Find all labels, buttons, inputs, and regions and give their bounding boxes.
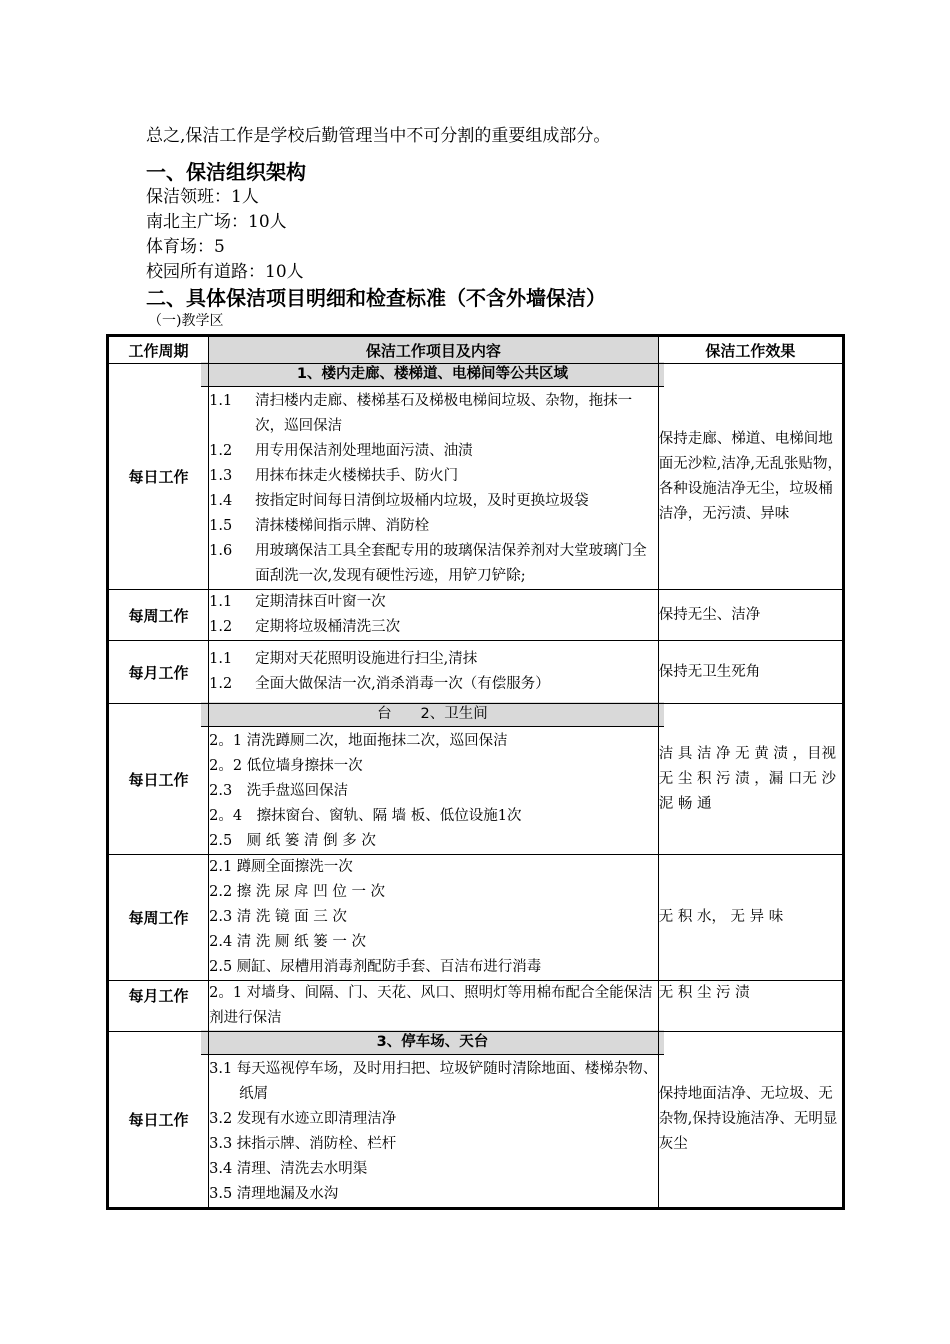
item-number: 1.4 <box>209 493 233 509</box>
staff-line-roads: 校园所有道路：10人 <box>146 262 304 282</box>
item-number: 1.1 <box>209 594 233 610</box>
effect-cell: 保持地面洁净、无垃圾、无杂物,保持设施洁净、无明显灰尘 <box>658 1032 843 1209</box>
list-item <box>209 464 658 489</box>
content-cell <box>209 590 659 641</box>
header-period: 工作周期 <box>108 336 209 364</box>
item-text: 用抹布抹走火楼梯扶手、防火门 <box>255 468 459 484</box>
list-item: 2。1 对墙身、间隔、门、天花、风口、照明灯等用棉布配合全能保洁剂进行保洁 <box>209 985 653 1026</box>
list-item: 2.5 厕 纸 篓 清 倒 多 次 <box>209 833 376 849</box>
intro-paragraph: 总之,保洁工作是学校后勤管理当中不可分割的重要组成部分。 <box>146 126 611 146</box>
list-item: 2.2 擦 洗 尿 戽 凹 位 一 次 <box>209 884 386 900</box>
period-cell: 每月工作 <box>108 641 209 704</box>
list-item: 2.5 厕缸、尿槽用消毒剂配防手套、百洁布进行消毒 <box>209 959 542 975</box>
content-cell <box>209 641 659 704</box>
item-number: 1.2 <box>209 619 233 635</box>
content-cell <box>209 855 659 981</box>
period-cell: 每周工作 <box>108 590 209 641</box>
table-row <box>108 1032 844 1209</box>
list-item <box>209 647 658 672</box>
period-cell: 每周工作 <box>108 855 209 981</box>
period-cell: 每日工作 <box>108 1032 209 1209</box>
item-number: 1.1 <box>209 393 233 409</box>
item-number: 1.5 <box>209 518 233 534</box>
list-item: 3.3 抹指示牌、消防栓、栏杆 <box>209 1136 397 1152</box>
list-item <box>209 439 658 464</box>
item-text: 全面大做保洁一次,消杀消毒一次（有偿服务） <box>255 676 550 692</box>
list-item <box>209 539 658 589</box>
list-item: 2.4 清 洗 厕 纸 篓 一 次 <box>209 934 366 950</box>
content-cell <box>209 1032 659 1209</box>
list-item: 2.3 清 洗 镜 面 三 次 <box>209 909 347 925</box>
table-row <box>108 704 844 855</box>
item-number: 1.2 <box>209 443 233 459</box>
item-text: 定期将垃圾桶清洗三次 <box>255 619 401 635</box>
section2-heading: 二、具体保洁项目明细和检查标准（不含外墙保洁） <box>146 286 606 310</box>
section2-subtitle: （一)教学区 <box>148 313 224 329</box>
table-row <box>108 364 844 590</box>
effect-cell: 保持无尘、洁净 <box>658 590 843 641</box>
list-item <box>209 590 658 615</box>
list-item <box>209 615 658 640</box>
item-text: 用专用保洁剂处理地面污渍、油渍 <box>255 443 473 459</box>
item-number: 1.6 <box>209 543 233 559</box>
header-effect: 保洁工作效果 <box>658 336 843 364</box>
section-title-parking: 3、停车场、天台 <box>201 1030 664 1055</box>
list-item: 3.4 清理、清洗去水明渠 <box>209 1161 368 1177</box>
item-number: 1.1 <box>209 651 233 667</box>
list-item: 3.2 发现有水迹立即清理洁净 <box>209 1111 397 1127</box>
effect-cell: 无 积 水， 无 异 味 <box>658 855 843 981</box>
list-item <box>209 489 658 514</box>
list-item: 2。2 低位墙身擦抹一次 <box>209 758 363 774</box>
list-item <box>209 514 658 539</box>
section-title-public-areas: 1、楼内走廊、楼梯道、电梯间等公共区域 <box>201 362 664 387</box>
item-text: 定期清抹百叶窗一次 <box>255 594 386 610</box>
effect-cell: 保持走廊、梯道、电梯间地面无沙粒,洁净,无乱张贴物，各种设施洁净无尘，垃圾桶洁净，无污渍、异味 <box>658 364 843 590</box>
list-item <box>209 672 658 697</box>
table-row <box>108 855 844 981</box>
item-text: 定期对天花照明设施进行扫尘,清抹 <box>255 651 478 667</box>
table-row <box>108 641 844 704</box>
table-header-row <box>108 336 844 364</box>
staff-line-stadium: 体育场：5 <box>146 237 225 257</box>
content-cell <box>209 981 659 1032</box>
period-cell: 每日工作 <box>108 704 209 855</box>
item-text: 按指定时间每日清倒垃圾桶内垃圾，及时更换垃圾袋 <box>255 493 589 509</box>
list-item: 2.1 蹲厕全面擦洗一次 <box>209 859 353 875</box>
list-item: 2。4 擦抹窗台、窗轨、隔 墙 板、低位设施1次 <box>209 808 522 824</box>
list-item <box>209 389 658 439</box>
content-cell <box>209 364 659 590</box>
item-text: 用玻璃保洁工具全套配专用的玻璃保洁保养剂对大堂玻璃门全面刮洗一次,发现有硬性污迹，用铲刀铲除; <box>255 543 647 584</box>
staff-line-plaza: 南北主广场：10人 <box>146 212 287 232</box>
item-text: 清抹楼梯间指示牌、消防栓 <box>255 518 430 534</box>
table-row <box>108 590 844 641</box>
content-cell <box>209 704 659 855</box>
period-cell: 每月工作 <box>108 981 209 1032</box>
list-item: 3.5 清理地漏及水沟 <box>209 1186 339 1202</box>
effect-cell: 保持无卫生死角 <box>658 641 843 704</box>
list-item: 2.3 洗手盘巡回保洁 <box>209 783 349 799</box>
item-number: 1.2 <box>209 676 233 692</box>
section1-heading: 一、保洁组织架构 <box>146 160 306 184</box>
effect-cell: 无 积 尘 污 渍 <box>658 981 843 1032</box>
item-number: 1.3 <box>209 468 233 484</box>
staff-line-leader: 保洁领班：1人 <box>146 187 259 207</box>
table-row <box>108 981 844 1032</box>
list-item: 3.1 每天巡视停车场，及时用扫把、垃圾铲随时清除地面、楼梯杂物、纸屑 <box>209 1061 658 1102</box>
effect-cell: 洁 具 洁 净 无 黄 渍 ，目视 无 尘 积 污 渍 ，漏 口无 沙 泥 畅 通 <box>658 704 843 855</box>
period-cell: 每日工作 <box>108 364 209 590</box>
list-item: 2。1 清洗蹲厕二次，地面拖抹二次，巡回保洁 <box>209 733 508 749</box>
item-text: 清扫楼内走廊、楼梯基石及梯极电梯间垃圾、杂物，拖抹一次，巡回保洁 <box>255 393 633 434</box>
cleaning-standards-table <box>106 334 845 1210</box>
header-content: 保洁工作项目及内容 <box>209 336 659 364</box>
section-title-restroom: 台 2、卫生间 <box>201 702 664 727</box>
